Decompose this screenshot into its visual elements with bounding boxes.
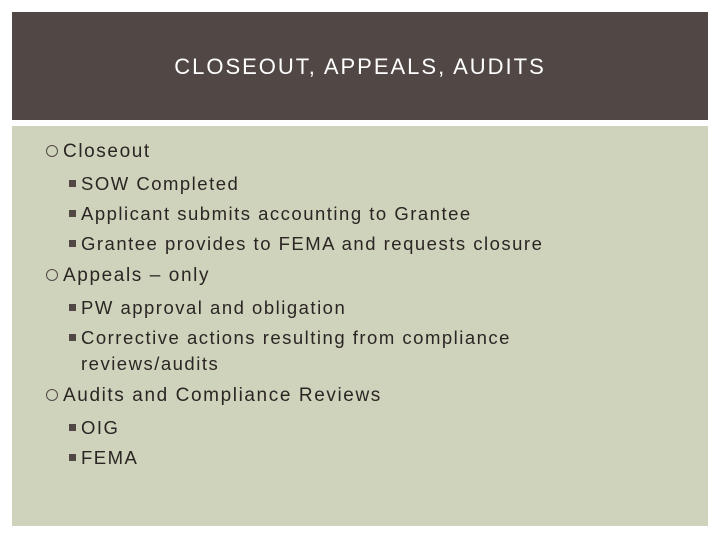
bullet-text: Appeals – only	[63, 265, 211, 286]
sub-bullet-text: OIG	[81, 417, 120, 438]
sub-bullet-text: Corrective actions resulting from compliance reviews/audits	[81, 327, 511, 374]
sub-bullet	[12, 415, 708, 441]
slide-title: CLOSEOUT, APPEALS, AUDITS	[174, 54, 546, 79]
title-bar	[12, 12, 708, 120]
circle-bullet-icon	[46, 269, 58, 281]
sub-bullet-text: SOW Completed	[81, 173, 240, 194]
sub-bullet	[12, 325, 708, 377]
bullet-text: Closeout	[63, 141, 151, 162]
sub-bullet	[12, 295, 708, 321]
circle-bullet-icon	[46, 145, 58, 157]
bullet-list	[12, 141, 708, 479]
sub-bullet-text: PW approval and obligation	[81, 297, 347, 318]
square-bullet-icon	[69, 334, 76, 341]
sub-bullet-text: Applicant submits accounting to Grantee	[81, 203, 472, 224]
sub-bullet-text: Grantee provides to FEMA and requests closure	[81, 233, 544, 254]
circle-bullet-icon	[46, 389, 58, 401]
square-bullet-icon	[69, 454, 76, 461]
sub-bullet	[12, 445, 708, 471]
bullet-text: Audits and Compliance Reviews	[63, 385, 382, 406]
square-bullet-icon	[69, 240, 76, 247]
bullet-appeals	[12, 265, 708, 287]
sub-bullet	[12, 231, 708, 257]
content-area	[12, 126, 708, 526]
bullet-closeout	[12, 141, 708, 163]
square-bullet-icon	[69, 304, 76, 311]
sub-bullet	[12, 171, 708, 197]
sub-bullet-text: FEMA	[81, 447, 139, 468]
bullet-audits	[12, 385, 708, 407]
square-bullet-icon	[69, 180, 76, 187]
sub-bullet	[12, 201, 708, 227]
square-bullet-icon	[69, 424, 76, 431]
square-bullet-icon	[69, 210, 76, 217]
